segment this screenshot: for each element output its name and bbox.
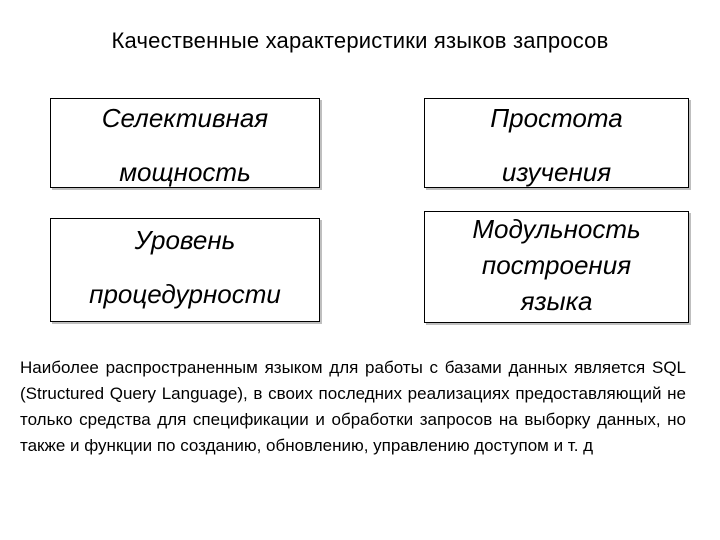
box-selective-line1: Селективная: [101, 103, 269, 133]
box-selective-line2: мощность: [119, 157, 251, 187]
slide-title: Качественные характеристики языков запросов: [111, 28, 609, 53]
box-selective-power: [50, 98, 320, 188]
box-modularity-line3: языка: [520, 286, 593, 316]
body-paragraph: Наиболее распространенным языком для работы с базами данных является SQL (Structured Query Language), в своих последних реализациях предоставляющий не только средства для спецификации и обработки запросов на выборку данных, но также и функции по созданию, обновлению, управлению доступом и т. д: [20, 358, 686, 455]
box-procedural-level: [50, 218, 320, 322]
box-language-modularity: [424, 211, 689, 323]
box-procedural-line1: Уровень: [134, 225, 236, 255]
box-simplicity-line2: изучения: [501, 157, 612, 187]
box-procedural-line2: процедурности: [89, 279, 281, 309]
box-modularity-line2: построения: [481, 250, 632, 280]
box-learning-simplicity: [424, 98, 689, 188]
box-simplicity-line1: Простота: [490, 103, 623, 133]
box-modularity-line1: Модульность: [472, 214, 641, 244]
